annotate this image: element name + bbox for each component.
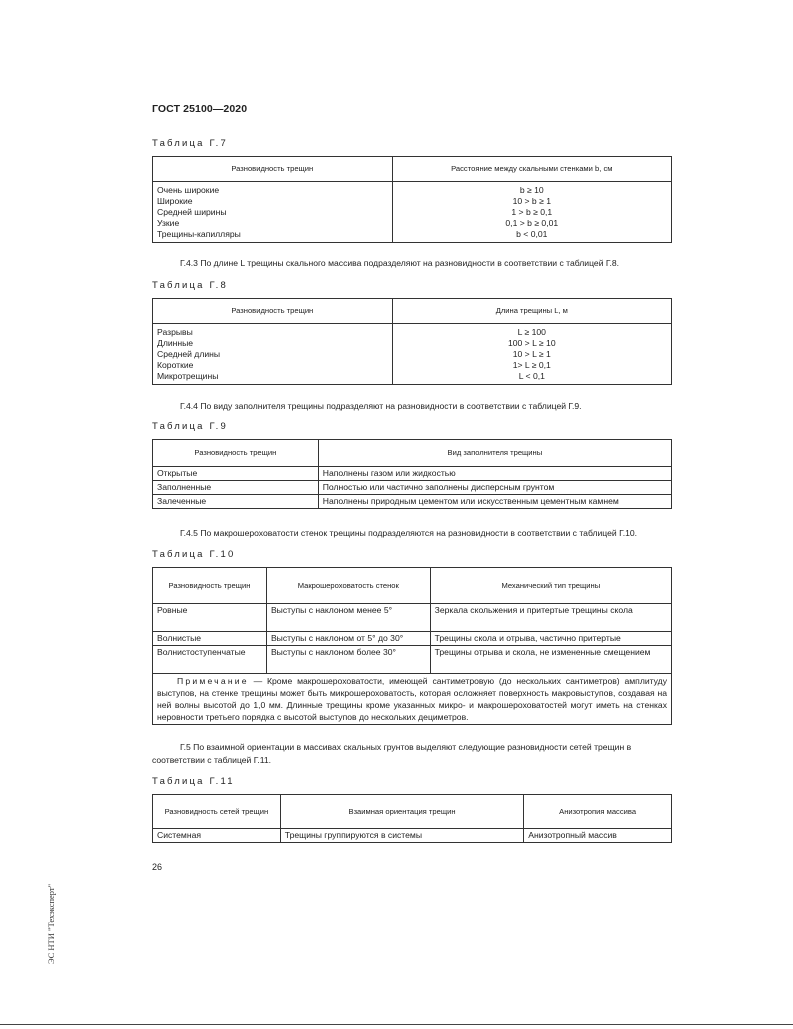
table-row: [153, 182, 672, 197]
table-cell: Выступы с наклоном менее 5°: [266, 604, 430, 632]
table-cell: Трещины-капилляры: [153, 229, 393, 243]
table-cell: Микротрещины: [153, 371, 393, 385]
table-note: [153, 674, 672, 725]
paragraph-g43: Г.4.3 По длине L трещины скального массива подразделяют на разновидности в соответствии с таблицей Г.8.: [180, 258, 620, 268]
table-header-cell: Расстояние между скальными стенками b, см: [392, 157, 671, 182]
table-cell: Наполнены газом или жидкостью: [318, 467, 671, 481]
table-cell: Полностью или частично заполнены дисперсным грунтом: [318, 481, 671, 495]
table-header-cell: Анизотропия массива: [524, 795, 672, 829]
page-number: 26: [152, 862, 163, 872]
table-cell: Волнистоступенчатые: [153, 646, 267, 674]
table-cell: Залеченные: [153, 495, 319, 509]
table-header-cell: Разновидность сетей трещин: [153, 795, 281, 829]
table-row: [153, 371, 672, 385]
table-row: [153, 829, 672, 843]
table-cell: Средней ширины: [153, 207, 393, 218]
paragraph-g5: Г.5 По взаимной ориентации в массивах скальных грунтов выделяют следующие разновидности сетей трещин в соответствии с таблицей Г.11.: [152, 742, 632, 765]
paragraph-g45: Г.4.5 По макрошероховатости стенок трещины подразделяются на разновидности в соответствии с таблицей Г.10.: [180, 528, 638, 538]
table-row: [153, 349, 672, 360]
table-header-cell: Вид заполнителя трещины: [318, 440, 671, 467]
table-cell: 1> L ≥ 0,1: [392, 360, 671, 371]
table-header-cell: Взаимная ориентация трещин: [280, 795, 523, 829]
table-header-cell: Длина трещины L, м: [392, 299, 671, 324]
table-cell: b < 0,01: [392, 229, 671, 243]
table-cell: b ≥ 10: [392, 182, 671, 197]
table-cell: Короткие: [153, 360, 393, 371]
note-text: — Кроме макрошероховатости, имеющей сантиметровую (до нескольких сантиметров) амплитуду выступов, на стенке трещины может быть микрошероховатость, которая осложняет поверхность макровыступов, создавая на ней волны высотой до 1,0 мм. Длинные трещины кроме указанных микро- и макрошероховатостей могут иметь на стенках неровности третьего порядка с высотой выступов до нескольких дециметров.: [157, 676, 667, 722]
table-row: [153, 467, 672, 481]
table-cell: Анизотропный массив: [524, 829, 672, 843]
note-label: Примечание: [177, 676, 249, 686]
table-header-cell: Разновидность трещин: [153, 157, 393, 182]
table-g9-caption: Таблица Г.9: [152, 421, 228, 432]
table-g9: [152, 439, 672, 509]
table-note-row: [153, 674, 672, 725]
table-cell: Длинные: [153, 338, 393, 349]
table-header-cell: Макрошероховатость стенок: [266, 568, 430, 604]
table-g7: [152, 156, 672, 243]
table-g10-caption: Таблица Г.10: [152, 549, 236, 560]
table-cell: 10 > b ≥ 1: [392, 196, 671, 207]
table-row: [153, 495, 672, 509]
table-g8: [152, 298, 672, 385]
table-cell: Волнистые: [153, 632, 267, 646]
table-cell: Ровные: [153, 604, 267, 632]
table-header-cell: Разновидность трещин: [153, 440, 319, 467]
paragraph-g44: Г.4.4 По виду заполнителя трещины подразделяют на разновидности в соответствии с таблицей Г.9.: [180, 401, 582, 411]
table-row: [153, 338, 672, 349]
table-cell: Наполнены природным цементом или искусственным цементным камнем: [318, 495, 671, 509]
table-cell: Открытые: [153, 467, 319, 481]
table-g8-caption: Таблица Г.8: [152, 280, 228, 291]
table-g10: [152, 567, 672, 725]
table-cell: Средней длины: [153, 349, 393, 360]
table-cell: L ≥ 100: [392, 324, 671, 339]
table-cell: Трещины отрыва и скола, не измененные смещением: [430, 646, 671, 674]
table-row: [153, 646, 672, 674]
table-cell: L < 0,1: [392, 371, 671, 385]
table-cell: Зеркала скольжения и притертые трещины скола: [430, 604, 671, 632]
document-header-code: ГОСТ 25100—2020: [152, 103, 248, 115]
table-cell: 10 > L ≥ 1: [392, 349, 671, 360]
table-g11: [152, 794, 672, 843]
table-cell: Трещины группируются в системы: [280, 829, 523, 843]
table-g7-caption: Таблица Г.7: [152, 138, 228, 149]
bottom-divider: [0, 1024, 793, 1025]
table-cell: Трещины скола и отрыва, частично притертые: [430, 632, 671, 646]
table-cell: Выступы с наклоном более 30°: [266, 646, 430, 674]
table-row: [153, 207, 672, 218]
table-row: [153, 360, 672, 371]
table-cell: Очень широкие: [153, 182, 393, 197]
table-row: [153, 218, 672, 229]
table-header-cell: Разновидность трещин: [153, 568, 267, 604]
table-cell: 0,1 > b ≥ 0,01: [392, 218, 671, 229]
table-g11-caption: Таблица Г.11: [152, 776, 235, 787]
table-header-cell: Разновидность трещин: [153, 299, 393, 324]
side-stamp: ЭС НТИ "Техэксперт": [46, 883, 56, 964]
table-cell: Выступы с наклоном от 5° до 30°: [266, 632, 430, 646]
table-row: [153, 604, 672, 632]
table-cell: Заполненные: [153, 481, 319, 495]
table-row: [153, 229, 672, 243]
table-cell: 1 > b ≥ 0,1: [392, 207, 671, 218]
table-cell: 100 > L ≥ 10: [392, 338, 671, 349]
table-cell: Разрывы: [153, 324, 393, 339]
table-cell: Узкие: [153, 218, 393, 229]
table-cell: Широкие: [153, 196, 393, 207]
table-header-cell: Механический тип трещины: [430, 568, 671, 604]
table-row: [153, 481, 672, 495]
table-cell: Системная: [153, 829, 281, 843]
table-row: [153, 324, 672, 339]
table-row: [153, 632, 672, 646]
table-row: [153, 196, 672, 207]
